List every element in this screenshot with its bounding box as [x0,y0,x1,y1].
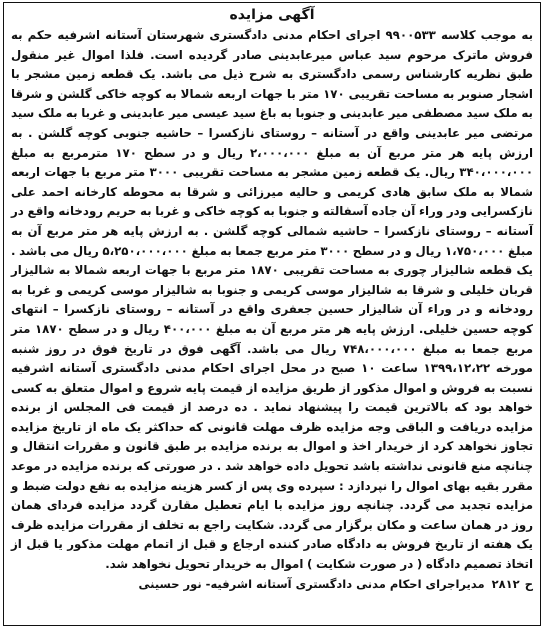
notice-footer [11,575,533,594]
notice-signature: مدیراجرای احکام مدنی دادگستری آستانه اشرفیه- نور حسینی [138,576,485,591]
notice-code-label: ح [524,576,533,591]
notice-code-number: ۲۸۱۲ [491,576,520,591]
notice-frame [3,2,541,626]
notice-body: به موجب کلاسه ۹۹۰۰۵۳۳ اجرای احکام مدنی دادگستری شهرستان آستانه اشرفیه حکم به فروش ماترک مرحوم سید عباس میرعابدینی صادر گردیده است. فلذا اموال غیر منقول طبق نظریه کارشناس رسمی دادگستری به شرح ذیل می باشد. یک قطعه زمین مشجر با اشجار صنوبر به مساحت تقریبی ۱۷۰ متر با جهات اربعه شمالا به کوچه خاکی گلشن و شرقا به ملک سید مصطفی میر عابدینی و جنوبا به باغ سید عیسی میر عابدینی و غربا به ملک سید مرتضی میر عابدینی واقع در آستانه – روستای نازکسرا – حاشیه جنوبی کوچه گلشن . به ارزش پایه هر متر مربع آن به مبلغ ۲،۰۰۰،۰۰۰ ریال و در سطح ۱۷۰ مترمربع به مبلغ ۳۴۰،۰۰۰،۰۰۰ ریال. یک قطعه زمین مشجر به مساحت تقریبی ۳۰۰۰ متر مربع با جهات اربعه شمالا به ملک سابق هادی کریمی و حالیه میرزائی و شرقا به محوطه کارخانه احمد علی نازکسرایی ودر وراء آن جاده آسفالته و جنوبا به کوچه خاکی و غربا به حریم رودخانه واقع در آستانه – روستای نازکسرا – حاشیه شمالی کوچه گلشن . به ارزش پایه هر متر مربع آن به مبلغ ۱،۷۵۰،۰۰۰ ریال و در سطح ۳۰۰۰ متر مربع جمعا به مبلغ ۵،۲۵۰،۰۰۰،۰۰۰ ریال می باشد . یک قطعه شالیزار چوری به مساحت تقریبی ۱۸۷۰ متر مربع با جهات اربعه شمالا به شالیزار قربان خلیلی و شرقا به شالیزار موسی کریمی و جنوبا به شالیزار موسی کریمی و غربا به رودخانه و در وراء آن شالیزار حسین جعفری واقع در آستانه – روستای نازکسرا – انتهای کوچه حسین خلیلی. ارزش پایه هر متر مربع آن به مبلغ ۴۰۰،۰۰۰ ریال و در سطح ۱۸۷۰ متر مربع جمعا به مبلغ ۷۴۸،۰۰۰،۰۰۰ ریال می باشد. آگهی فوق در تاریخ فوق در روز شنبه مورخه ۱۳۹۹،۱۲،۲۲ ساعت ۱۰ صبح در محل اجرای احکام مدنی دادگستری آستانه اشرفیه نسبت به فروش و اموال مذکور از طریق مزایده از قیمت پایه شروع و اموال متعلق به کسی خواهد بود که بالاترین قیمت را پیشنهاد نماید . ده درصد از قیمت فی المجلس از برنده مزایده دریافت و الباقی وجه مزایده ظرف مهلت قانونی که حداکثر یک ماه از تاریخ مزایده تجاوز نخواهد کرد از خریدار اخذ و اموال به برنده مزایده بر طبق قانون و مقررات انتقال و چنانچه منع قانونی نداشته باشد تحویل داده خواهد شد . در صورتی که برنده مزایده در موعد مقرر بقیه بهای اموال را نپردازد : سپرده وی پس از کسر هزینه مزایده به نفع دولت ضبط و مزایده تجدید می گردد. چنانچه روز مزایده با ایام تعطیل مقارن گردد مزایده فردای همان روز در همان ساعت و مکان برگزار می گردد. شکایت راجع به تخلف از مقررات مزایده ظرف یک هفته از تاریخ فروش به دادگاه صادر کننده ارجاع و قبل از اتمام مهلت مذکور یا قبل از اتخاذ تصمیم دادگاه ( در صورت شکایت ) اموال به خریدار تحویل نخواهد شد. [11,28,534,572]
notice-title: آگهی مزایده [229,7,315,23]
